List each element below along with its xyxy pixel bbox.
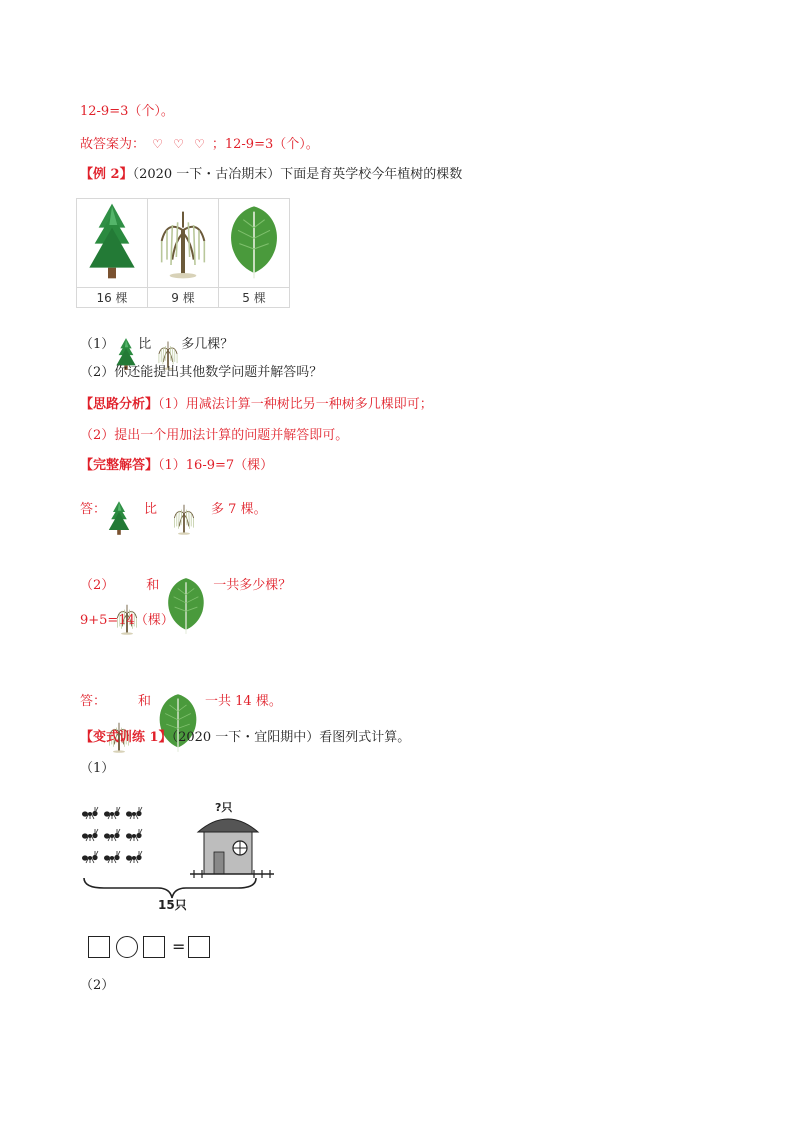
answer-line [80, 135, 319, 154]
answer-text: （1）16-9=7（棵） [158, 458, 274, 473]
answer-heading [80, 457, 273, 475]
ant-icon [104, 851, 120, 863]
table-cell [77, 199, 148, 288]
question-1 [80, 319, 233, 355]
ant-icon [104, 807, 120, 819]
answer-3-line [80, 650, 282, 710]
answer-label: 答： [80, 694, 107, 709]
ant-icon [82, 851, 98, 863]
calc-line: 12-9=3（个）。 [80, 104, 174, 119]
analysis-line-1 [80, 396, 433, 414]
answer-box[interactable] [188, 936, 210, 958]
table-cell [219, 199, 290, 288]
heart-icon: ♡ [152, 137, 163, 151]
analysis-tag: 【思路分析】 [80, 397, 159, 412]
willow-tree-icon [169, 500, 199, 536]
tree-count-label: 16 棵 [77, 288, 148, 308]
answer-prefix: 故答案为： [80, 137, 146, 152]
calc-2-line: 9+5=14（棵） [80, 613, 174, 628]
question-2: （2）你还能提出其他数学问题并解答吗？ [80, 365, 323, 380]
table-cell [148, 199, 219, 288]
analysis-text: （1）用减法计算一种树比另一种树多几棵即可； [158, 397, 433, 412]
ant-icon [82, 807, 98, 819]
ant-house-icon [190, 819, 274, 878]
ant-icon [104, 829, 120, 841]
example-text: （2020 一下・古冶期末）下面是育英学校今年植树的棵数 [132, 167, 463, 182]
heart-icon: ♡ [173, 137, 184, 151]
answer-label: （2） [80, 578, 115, 593]
answer-suffix: ；12-9=3（个）。 [211, 137, 319, 152]
answer-1-line [80, 484, 267, 520]
pine-tree-icon [82, 201, 142, 281]
analysis-line-2: （2）提出一个用加法计算的问题并解答即可。 [80, 428, 349, 443]
answer-text: 比 [144, 502, 158, 517]
variant-tag: 【变式训练 1】 [80, 730, 172, 745]
answer-box[interactable] [143, 936, 165, 958]
ant-icon [126, 829, 142, 841]
variant-text: （2020 一下・宜阳期中）看图列式计算。 [171, 730, 411, 745]
part-1-label: （1） [80, 761, 115, 776]
ant-icon [126, 807, 142, 819]
question-text: 比 [138, 337, 152, 352]
answer-box[interactable] [88, 936, 110, 958]
pine-tree-icon [106, 500, 132, 536]
answer-tag: 【完整解答】 [80, 458, 159, 473]
equals-sign: = [172, 937, 186, 956]
house-count-label: ?只 [215, 801, 233, 814]
willow-tree-icon [152, 201, 214, 281]
answer-text: 和 [138, 694, 152, 709]
heart-icon: ♡ [193, 137, 205, 151]
example-tag: 【例 2】 [80, 167, 133, 182]
tree-count-label: 5 棵 [219, 288, 290, 308]
tree-count-label: 9 棵 [148, 288, 219, 308]
answer-label: 答： [80, 502, 107, 517]
answer-text: 和 [146, 578, 160, 593]
tree-count-table [76, 198, 290, 308]
answer-text: 多 7 棵。 [211, 502, 267, 517]
example-2-heading [80, 166, 462, 184]
answer-2-question [80, 536, 291, 594]
part-2-label: （2） [80, 978, 115, 993]
ant-icon [126, 851, 142, 863]
question-text: 多几棵？ [181, 337, 234, 352]
operator-circle[interactable] [116, 936, 138, 958]
answer-text: 一共多少棵？ [213, 578, 292, 593]
total-count-label: 15只 [158, 898, 187, 912]
question-number: （1） [80, 337, 115, 352]
variant-heading [80, 729, 410, 747]
poplar-leaf-tree-icon [226, 201, 282, 281]
ant-icon [82, 829, 98, 841]
answer-text: 一共 14 棵。 [205, 694, 282, 709]
